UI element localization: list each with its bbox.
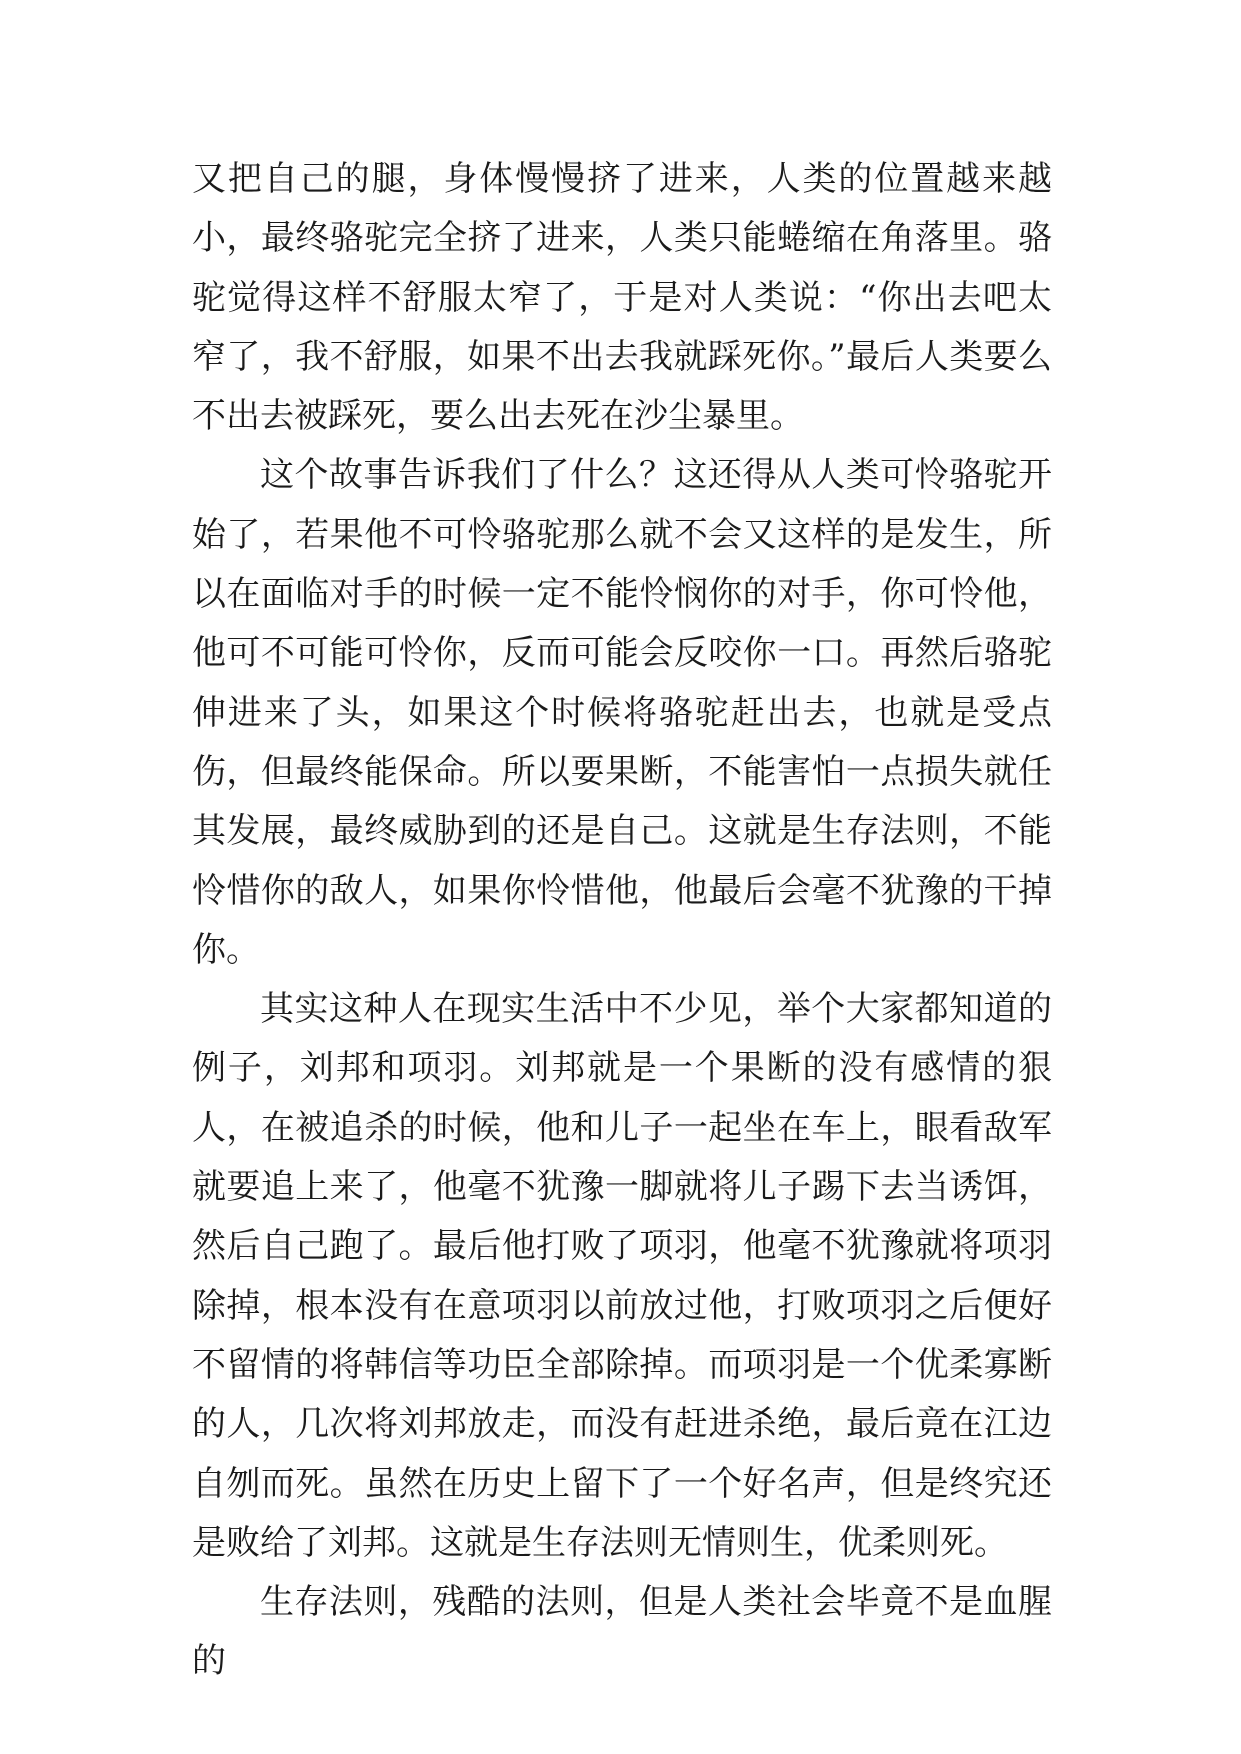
paragraph-continued: 又把自己的腿，身体慢慢挤了进来，人类的位置越来越小，最终骆驼完全挤了进来，人类只能蜷缩在角落里。骆驼觉得这样不舒服太窄了，于是对人类说：“你出去吧太窄了，我不舒服，如果不出去我就踩死你。”最后人类要么不出去被踩死，要么出去死在沙尘暴里。 [192, 159, 1052, 437]
paragraph: 其实这种人在现实生活中不少见，举个大家都知道的例子，刘邦和项羽。刘邦就是一个果断的没有感情的狠人，在被追杀的时候，他和儿子一起坐在车上，眼看敌军就要追上来了，他毫不犹豫一脚就将儿子踢下去当诱饵，然后自己跑了。最后他打败了项羽，他毫不犹豫就将项羽除掉，根本没有在意项羽以前放过他，打败项羽之后便好不留情的将韩信等功臣全部除掉。而项羽是一个优柔寡断的人，几次将刘邦放走，而没有赶进杀绝，最后竟在江边自刎而死。虽然在历史上留下了一个好名声，但是终究还是败给了刘邦。这就是生存法则无情则生，优柔则死。 [192, 989, 1052, 1563]
paragraph: 这个故事告诉我们了什么？这还得从人类可怜骆驼开始了，若果他不可怜骆驼那么就不会又这样的是发生，所以在面临对手的时候一定不能怜悯你的对手，你可怜他，他可不可能可怜你，反而可能会反咬你一口。再然后骆驼伸进来了头，如果这个时候将骆驼赶出去，也就是受点伤，但最终能保命。所以要果断，不能害怕一点损失就任其发展，最终威胁到的还是自己。这就是生存法则，不能怜惜你的敌人，如果你怜惜他，他最后会毫不犹豫的干掉你。 [192, 455, 1052, 970]
body-text [192, 150, 1052, 1692]
paragraph: 生存法则，残酷的法则，但是人类社会毕竟不是血腥的 [192, 1582, 1052, 1682]
